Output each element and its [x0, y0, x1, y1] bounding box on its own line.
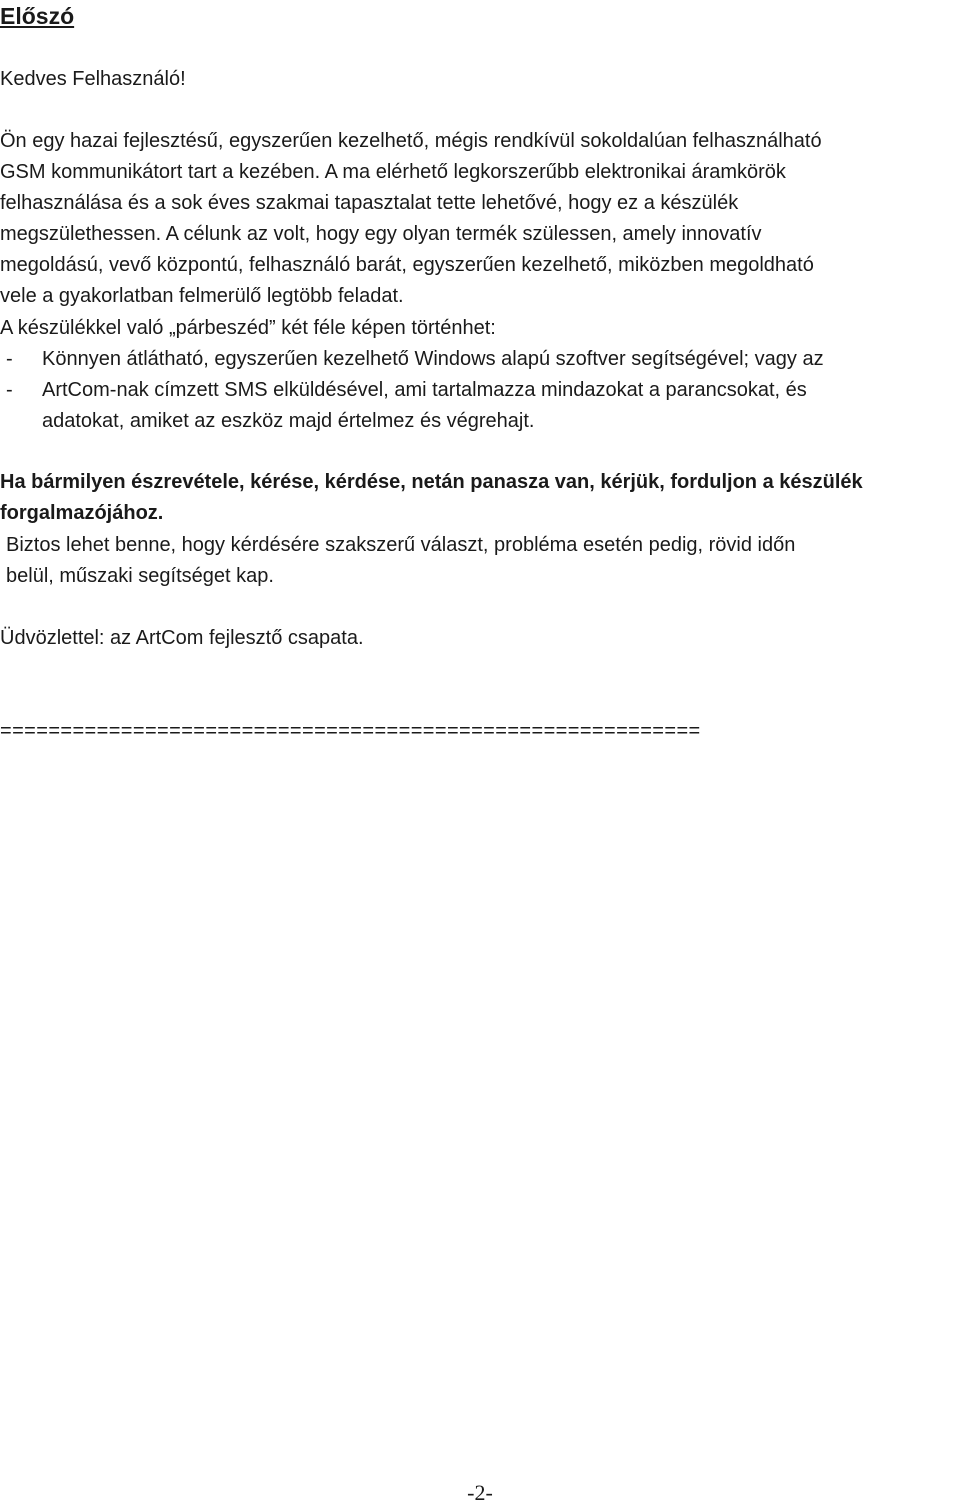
greeting: Kedves Felhasználó! [0, 68, 186, 90]
bullet-item-sms-cont: adatokat, amiket az eszköz majd értelmez és végrehajt. [42, 410, 535, 432]
reassurance-line: belül, műszaki segítséget kap. [6, 565, 274, 587]
page-title: Előszó [0, 3, 75, 29]
intro-line: megszülethessen. A célunk az volt, hogy egy olyan termék szülessen, amely innovatív [0, 223, 762, 245]
dialogue-intro: A készülékkel való „párbeszéd” két féle képen történhet: [0, 317, 496, 339]
reassurance-line: Biztos lehet benne, hogy kérdésére szakszerű választ, probléma esetén pedig, rövid időn [6, 534, 796, 556]
bullet-item-sms: ArtCom-nak címzett SMS elküldésével, ami tartalmazza mindazokat a parancsokat, és [42, 379, 807, 401]
contact-notice-cont: forgalmazójához. [0, 502, 164, 524]
bullet-marker: - [6, 379, 13, 401]
intro-line: GSM kommunikátort tart a kezében. A ma elérhető legkorszerűbb elektronikai áramkörök [0, 161, 786, 183]
signoff: Üdvözlettel: az ArtCom fejlesztő csapata. [0, 627, 364, 649]
intro-line: felhasználása és a sok éves szakmai tapasztalat tette lehetővé, hogy ez a készülék [0, 192, 739, 214]
separator-line: ========================================================== [0, 720, 701, 742]
intro-line: vele a gyakorlatban felmerülő legtöbb feladat. [0, 285, 404, 307]
intro-line: Ön egy hazai fejlesztésű, egyszerűen kezelhető, mégis rendkívül sokoldalúan felhasználható [0, 130, 822, 152]
bullet-marker: - [6, 348, 13, 370]
page-number: -2- [467, 1480, 493, 1505]
bullet-item-software: Könnyen átlátható, egyszerűen kezelhető Windows alapú szoftver segítségével; vagy az [42, 348, 824, 370]
contact-notice: Ha bármilyen észrevétele, kérése, kérdése, netán panasza van, kérjük, forduljon a készülék [0, 471, 863, 493]
intro-line: megoldású, vevő központú, felhasználó barát, egyszerűen kezelhető, miközben megoldható [0, 254, 814, 276]
